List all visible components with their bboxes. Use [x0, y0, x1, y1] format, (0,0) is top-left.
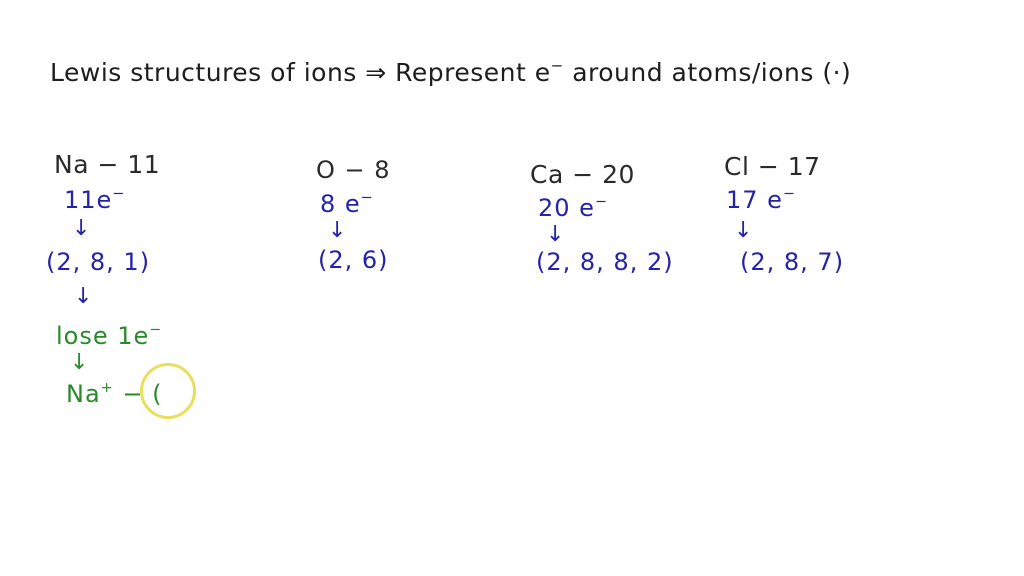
element-o-electrons-count: 8 e: [320, 190, 361, 218]
element-na-electrons-sup: −: [112, 185, 126, 202]
title-part-around: around atoms/ions (·): [563, 58, 852, 87]
title-part-lewis: Lewis structures of ions: [50, 58, 357, 87]
sodium-ion-charge: +: [100, 379, 114, 396]
lose-electron-step: [56, 321, 163, 350]
lose-electron-sup: −: [149, 321, 163, 338]
element-ca-electrons-count: 20 e: [538, 194, 595, 222]
down-arrow-icon: ↓: [70, 350, 90, 375]
implies-arrow-icon: ⇒: [365, 58, 387, 87]
element-ca-electrons-sup: −: [594, 193, 608, 210]
element-na-symbol: Na − 11: [54, 150, 161, 179]
element-cl-electrons-sup: −: [782, 185, 796, 202]
element-na-electrons: [64, 185, 126, 214]
sodium-ion-symbol: Na: [66, 380, 101, 408]
element-cl-symbol: Cl − 17: [724, 152, 821, 181]
title-part-represent: Represent e: [395, 58, 551, 87]
cursor-highlight-icon: [140, 363, 196, 419]
sodium-ion-rest: − (: [113, 380, 163, 408]
element-ca-symbol: Ca − 20: [530, 160, 635, 189]
element-o-electrons-sup: −: [360, 189, 374, 206]
element-o-symbol: O − 8: [316, 156, 391, 184]
element-ca-electrons: [538, 193, 608, 222]
title-line: [50, 56, 852, 87]
element-cl-configuration: (2, 8, 7): [740, 248, 845, 276]
down-arrow-icon: ↓: [72, 216, 92, 241]
element-na-configuration: (2, 8, 1): [46, 248, 151, 276]
lose-electron-text: lose 1e: [56, 322, 150, 350]
element-ca-configuration: (2, 8, 8, 2): [536, 248, 674, 276]
down-arrow-icon: ↓: [328, 218, 348, 243]
element-na-electrons-count: 11e: [64, 186, 113, 214]
down-arrow-icon: ↓: [74, 284, 94, 309]
element-o-electrons: [320, 189, 374, 218]
element-cl-electrons: [726, 185, 796, 214]
down-arrow-icon: ↓: [734, 218, 754, 243]
element-o-configuration: (2, 6): [318, 246, 389, 274]
element-cl-electrons-count: 17 e: [726, 186, 783, 214]
title-electron-sup: −: [550, 56, 564, 75]
down-arrow-icon: ↓: [546, 222, 566, 247]
